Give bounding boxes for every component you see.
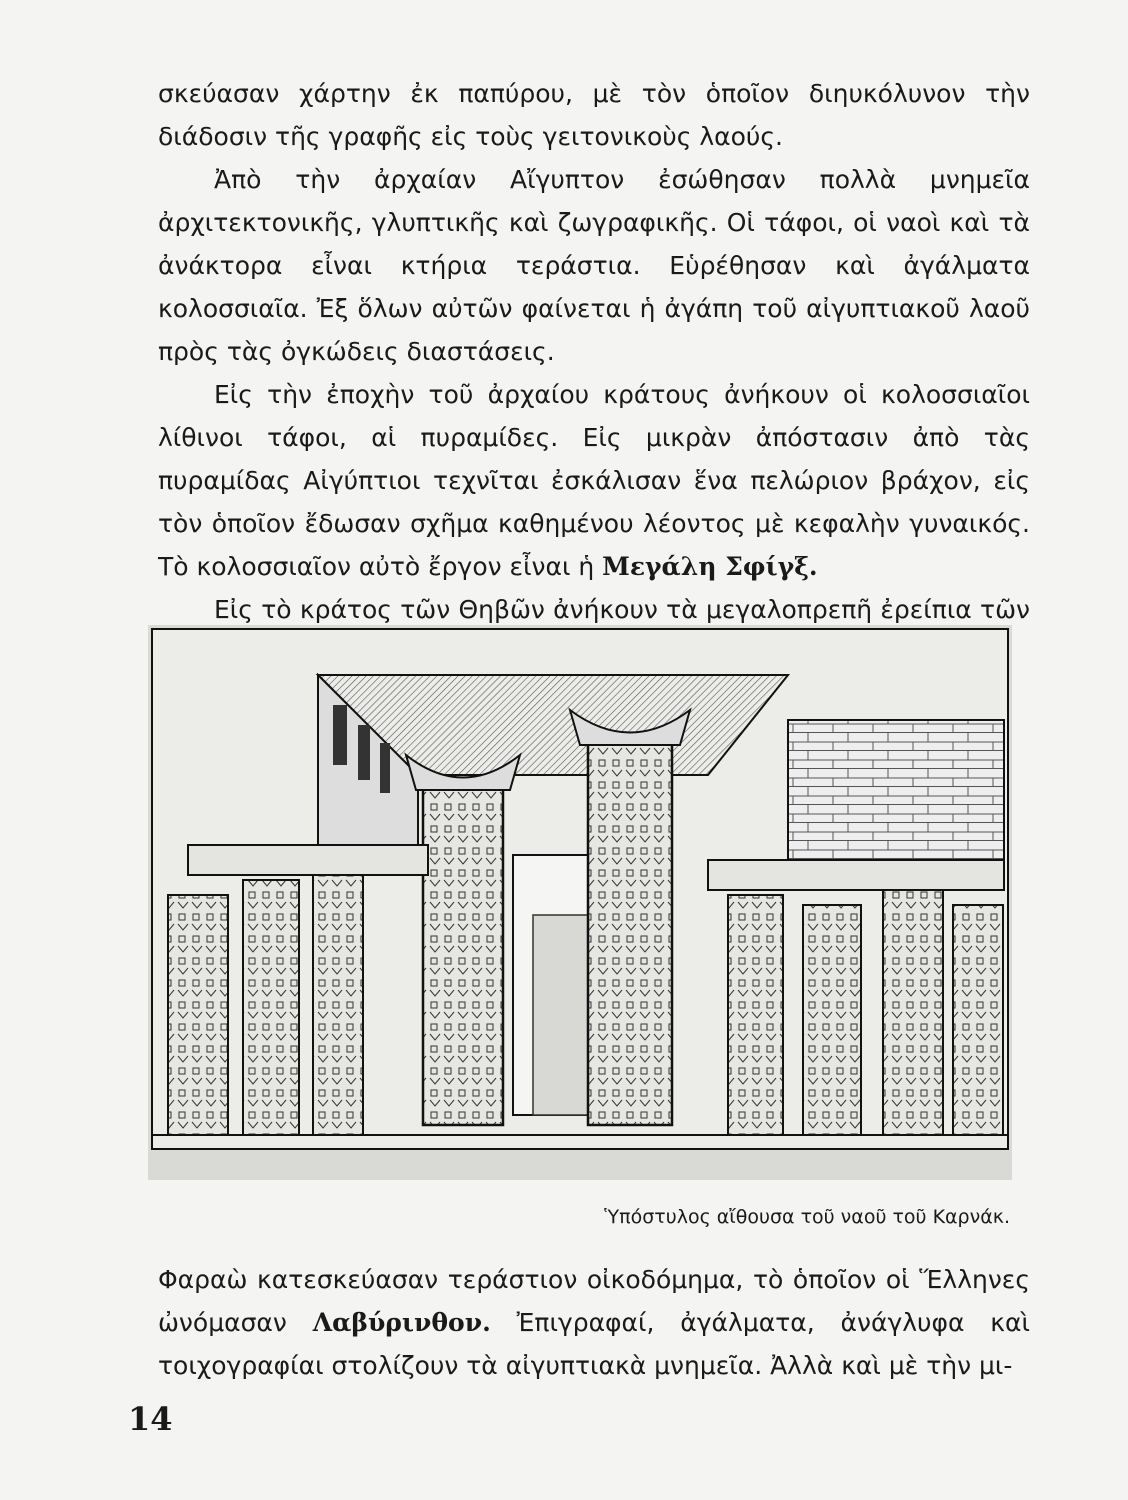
text-block-bottom (158, 1258, 1030, 1387)
text-segment: Ἀπὸ τὴν ἀρχαίαν Αἴγυπτον ἐσώθησαν πολλὰ μνημεῖα ἀρχιτεκτονικῆς, γλυπτικῆς καὶ ζωγραφικῆς. Οἱ τάφοι, οἱ ναοὶ καὶ τὰ ἀνάκτορα εἶναι κτήρια τεράστια. Εὑρέθησαν καὶ ἀγάλματα κολοσσιαῖα. Ἐξ ὅλων αὐτῶν φαίνεται ἡ ἀγάπη τοῦ αἰγυπτιακοῦ λαοῦ πρὸς τὰς ὀγκώδεις διαστάσεις. (158, 165, 1030, 366)
text-segment: Εἰς τὸ κράτος τῶν Θηβῶν ἀνήκουν τὰ μεγαλοπρεπῆ ἐρείπια τῶν (214, 595, 1030, 624)
text-segment: Φαραὼ κατεσκεύασαν τεράστιον οἰκοδόμημα, τὸ ὁποῖον οἱ Ἕλληνες ὠνόμασαν (158, 1265, 1030, 1337)
text-block-top (158, 72, 1030, 674)
page-number: 14 (128, 1400, 173, 1438)
text-segment: Ἐπιγραφαί, ἀγάλματα, ἀνάγλυφα καὶ τοιχογραφίαι στολίζουν τὰ αἰγυπτιακὰ μνημεῖα. Ἀλλὰ καὶ μὲ τὴν μι- (158, 1308, 1030, 1380)
bold-term-megali-sfigx: Μεγάλη Σφίγξ. (602, 552, 818, 581)
paragraph-3 (158, 373, 1030, 588)
bold-term-labyrinthos: Λαβύρινθον. (312, 1308, 491, 1337)
text-segment: σκεύασαν χάρτην ἐκ παπύρου, μὲ τὸν ὁποῖον διηυκόλυνον τὴν διάδοσιν τῆς γραφῆς εἰς τοὺς γειτονικοὺς λαούς. (158, 79, 1030, 151)
paragraph-5 (158, 1258, 1030, 1387)
paragraph-1 (158, 72, 1030, 158)
text-segment: Εἰς τὴν ἐποχὴν τοῦ ἀρχαίου κράτους ἀνήκουν οἱ κολοσσιαῖοι λίθινοι τάφοι, αἱ πυραμίδες. Εἰς μικρὰν ἀπόστασιν ἀπὸ τὰς πυραμίδας Αἰγύπτιοι τεχνῖται ἐσκάλισαν ἕνα πελώριον βράχον, εἰς τὸν ὁποῖον ἔδωσαν σχῆμα καθημένου λέοντος μὲ κεφαλὴν γυναικός. Τὸ κολοσσιαῖον αὐτὸ ἔργον εἶναι ἡ (158, 380, 1030, 581)
engraving-image (148, 625, 1012, 1180)
figure-caption: Ὑπόστυλος αἴθουσα τοῦ ναοῦ τοῦ Καρνάκ. (604, 1206, 1010, 1228)
paragraph-2 (158, 158, 1030, 373)
figure-hypostyle-hall-illustration (148, 625, 1012, 1180)
